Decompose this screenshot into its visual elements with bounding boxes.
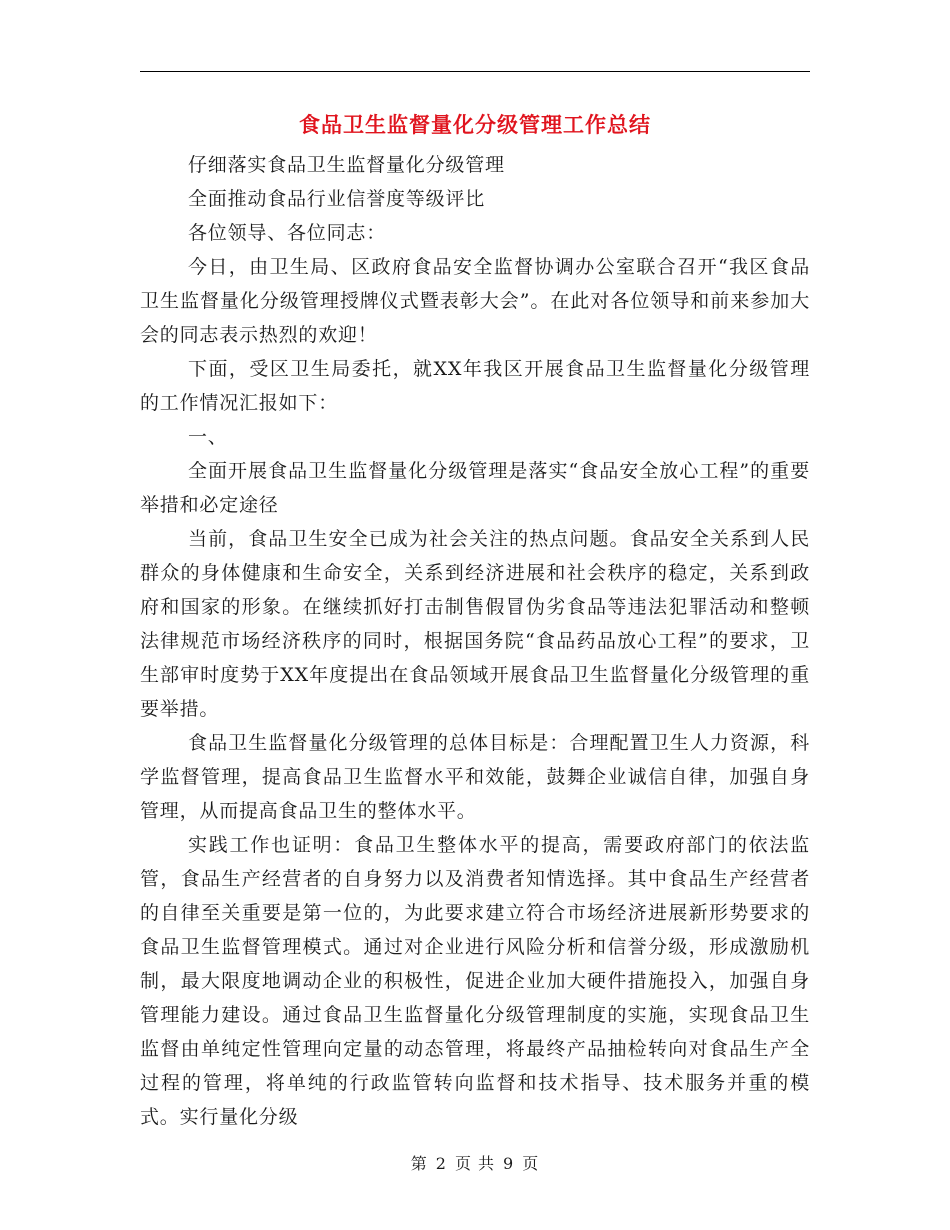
document-title: 食品卫生监督量化分级管理工作总结 [299, 112, 651, 137]
footer-total-pages: 9 [503, 1154, 515, 1173]
footer-prefix: 第 [410, 1154, 428, 1173]
paragraph-goals: 食品卫生监督量化分级管理的总体目标是：合理配置卫生人力资源，科学监督管理，提高食品卫生监督水平和效能，鼓舞企业诚信自律，加强自身管理，从而提高食品卫生的整体水平。 [140, 732, 810, 822]
paragraph-practice: 实践工作也证明：食品卫生整体水平的提高，需要政府部门的依法监管，食品生产经营者的自身努力以及消费者知情选择。其中食品生产经营者的自律至关重要是第一位的，为此要求建立符合市场经济进展新形势要求的食品卫生监督管理模式。通过对企业进行风险分析和信誉分级，形成激励机制，最大限度地调动企业的积极性，促进企业加大硬件措施投入，加强自身管理能力建设。通过食品卫生监督量化分级管理制度的实施，实现食品卫生监督由单纯定性管理向定量的动态管理，将最终产品抽检转向对食品生产全过程的管理，将单纯的行政监管转向监督和技术指导、技术服务并重的模式。实行量化分级 [140, 834, 810, 1128]
page-footer [0, 1152, 950, 1176]
paragraph-subtitle-2: 全面推动食品行业信誉度等级评比 [188, 188, 486, 210]
document-body [140, 148, 810, 1134]
paragraph-salutation: 各位领导、各位同志： [188, 222, 387, 244]
paragraph-background: 当前，食品卫生安全已成为社会关注的热点问题。食品安全关系到人民群众的身体健康和生命安全，关系到经济进展和社会秩序的稳定，关系到政府和国家的形象。在继续抓好打击制售假冒伪劣食品等违法犯罪活动和整顿法律规范市场经济秩序的同时，根据国务院“食品药品放心工程”的要求，卫生部审时度势于XX年度提出在食品领域开展食品卫生监督量化分级管理的重要举措。 [140, 528, 810, 720]
footer-middle: 页 共 [454, 1154, 496, 1173]
footer-suffix: 页 [522, 1154, 540, 1173]
paragraph-subtitle-1: 仔细落实食品卫生监督量化分级管理 [188, 154, 505, 176]
footer-page-number: 2 [435, 1154, 447, 1173]
section-heading: 全面开展食品卫生监督量化分级管理是落实“食品安全放心工程”的重要举措和必定途径 [140, 460, 810, 516]
paragraph-intro: 今日，由卫生局、区政府食品安全监督协调办公室联合召开“我区食品卫生监督量化分级管理授牌仪式暨表彰大会”。在此对各位领导和前来参加大会的同志表示热烈的欢迎！ [140, 256, 810, 346]
section-number: 一、 [188, 426, 228, 448]
paragraph-report-lead: 下面，受区卫生局委托，就XX年我区开展食品卫生监督量化分级管理的工作情况汇报如下： [140, 358, 810, 414]
header-rule [140, 71, 810, 72]
